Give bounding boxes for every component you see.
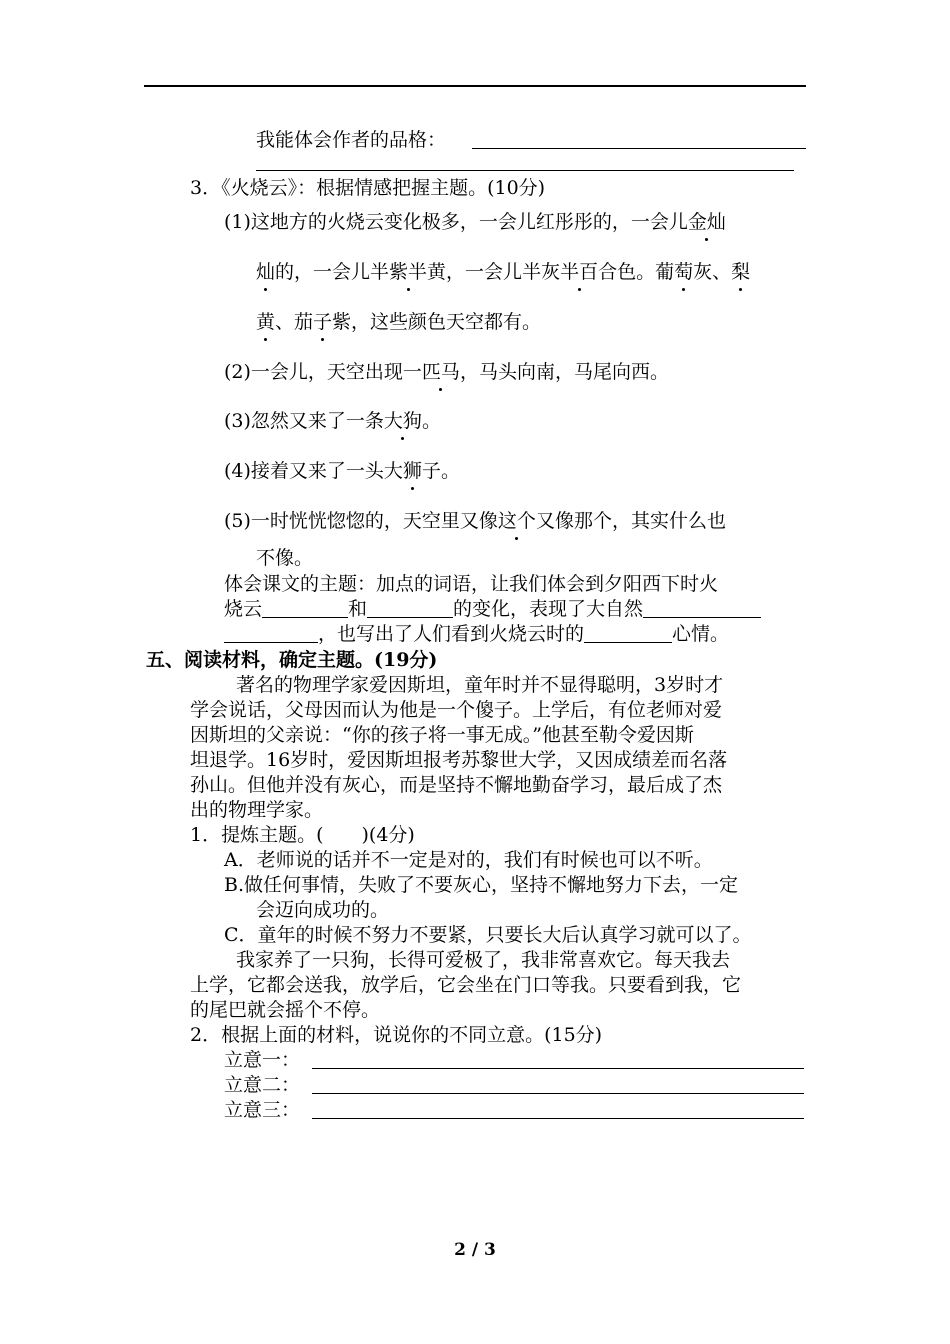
idea-2-label: 立意二： — [224, 1074, 301, 1096]
q3-sentence-1-line-1 — [224, 210, 726, 234]
page-number: 2 / 3 — [454, 1240, 496, 1260]
theme-l2c: 的变化，表现了大自然 — [453, 598, 644, 620]
dotted-word: 梨 — [731, 261, 751, 283]
passage1-line: 著名的物理学家爱因斯坦，童年时并不显得聪明，3岁时才 — [236, 674, 724, 696]
option-b-line-2: 会迈向成功的。 — [256, 899, 390, 921]
answer-line-q2b[interactable] — [256, 170, 794, 171]
s1-mid2: ，一会儿 — [446, 261, 523, 283]
q3-sentence-2 — [224, 360, 669, 384]
blank-2[interactable] — [367, 599, 453, 618]
s1-mid5: 、 — [275, 311, 295, 333]
theme-l2a: 烧云 — [224, 598, 263, 620]
passage2-line: 上学，它都会送我，放学后，它会坐在门口等我。只要看到我，它 — [190, 974, 742, 996]
passage1-line: 学会说话，父母因而认为他是一个傻子。上学后，有位老师对爱 — [190, 699, 723, 721]
blank-3[interactable] — [643, 599, 761, 618]
q3-sentence-5-line-2: 不像。 — [256, 547, 314, 569]
option-c[interactable]: C．童年的时候不努力不要紧，只要长大后认真学习就可以了。 — [224, 924, 752, 946]
dotted-word: 半灰半百合色 — [522, 261, 637, 283]
blank-4[interactable] — [224, 624, 318, 643]
q3-sentence-5 — [224, 509, 726, 533]
s5-post: 又像那个，其实什么也 — [535, 510, 726, 532]
idea-3-label: 立意三： — [224, 1099, 301, 1121]
dotted-word: 匹马 — [421, 361, 460, 383]
header-rule — [144, 85, 806, 87]
s1-mid1: 的，一会儿 — [275, 261, 371, 283]
passage2-line: 我家养了一只狗，长得可爱极了，我非常喜欢它。每天我去 — [236, 949, 731, 971]
theme-line-1: 体会课文的主题：加点的词语，让我们体会到夕阳西下时火 — [224, 573, 719, 595]
p5-q2-title: 2．根据上面的材料，说说你的不同立意。(15分) — [190, 1024, 603, 1046]
passage1-line: 因斯坦的父亲说：“你的孩子将一事无成。”他甚至勒令爱因斯 — [190, 724, 694, 746]
option-b[interactable]: B.做任何事情，失败了不要灰心，坚持不懈地努力下去，一定 — [224, 874, 739, 896]
q2-character-label: 我能体会作者的品格： — [256, 129, 447, 151]
s4-pre: (4)接着又来了一头 — [224, 460, 384, 482]
idea-1-label: 立意一： — [224, 1049, 301, 1071]
q3-sentence-4 — [224, 459, 460, 483]
passage1-line: 出的物理学家。 — [190, 799, 324, 821]
s1-mid3: 。 — [636, 261, 656, 283]
q3-sentence-3 — [224, 409, 441, 433]
q3-sentence-1-line-3 — [256, 310, 541, 334]
option-a[interactable]: A．老师说的话并不一定是对的，我们有时候也可以不听。 — [224, 849, 713, 871]
q3-title: 3．《火烧云》：根据情感把握主题。(10分) — [190, 177, 546, 199]
dotted-word: 葡萄灰 — [655, 261, 713, 283]
answer-line-q2a[interactable] — [472, 148, 806, 149]
dotted-word: 茄子紫 — [294, 311, 352, 333]
dotted-word: 灿 — [256, 261, 276, 283]
theme-line-2 — [224, 597, 761, 621]
s1-end: ，这些颜色天空都有。 — [351, 311, 542, 333]
theme-l3b: 心情。 — [672, 623, 730, 645]
blank-1[interactable] — [262, 599, 348, 618]
passage2-line: 的尾巴就会摇个不停。 — [190, 999, 381, 1021]
s5-pre: (5)一时恍恍惚惚的，天空里又像 — [224, 510, 498, 532]
dotted-word: 大狮子 — [383, 460, 441, 482]
dotted-word: 这个 — [497, 510, 536, 532]
s4-post: 。 — [440, 460, 460, 482]
dotted-word: 大狗 — [383, 410, 422, 432]
s3-post: 。 — [421, 410, 441, 432]
passage1-line: 坦退学。16岁时，爱因斯坦报考苏黎世大学，又因成绩差而名落 — [190, 749, 728, 771]
blank-5[interactable] — [584, 624, 672, 643]
dotted-word: 黄 — [256, 311, 276, 333]
idea-3-answer-line[interactable] — [312, 1118, 804, 1119]
idea-2-answer-line[interactable] — [312, 1093, 804, 1094]
s3-pre: (3)忽然又来了一条 — [224, 410, 384, 432]
dotted-word: 半紫半黄 — [370, 261, 447, 283]
q2-character-line — [256, 128, 446, 152]
theme-line-3 — [224, 622, 729, 646]
s2-pre: (2)一会儿，天空出现一 — [224, 361, 422, 383]
p5-q1-title: 1．提炼主题。( )(4分) — [190, 824, 415, 846]
passage1-line: 孙山。但他并没有灰心，而是坚持不懈地勤奋学习，最后成了杰 — [190, 774, 723, 796]
theme-l3a: ，也写出了人们看到火烧云时的 — [318, 623, 585, 645]
q3-sentence-1-line-2 — [256, 260, 750, 284]
s2-post: ，马头向南，马尾向西。 — [459, 361, 669, 383]
idea-1-answer-line[interactable] — [312, 1068, 804, 1069]
s1-mid4: 、 — [712, 261, 732, 283]
part5-title: 五、阅读材料，确定主题。(19分) — [146, 649, 438, 671]
s1-pre: (1)这地方的火烧云变化极多，一会儿红彤彤的，一会儿 — [224, 211, 688, 233]
theme-l2b: 和 — [348, 598, 368, 620]
dotted-word: 金灿 — [687, 211, 726, 233]
